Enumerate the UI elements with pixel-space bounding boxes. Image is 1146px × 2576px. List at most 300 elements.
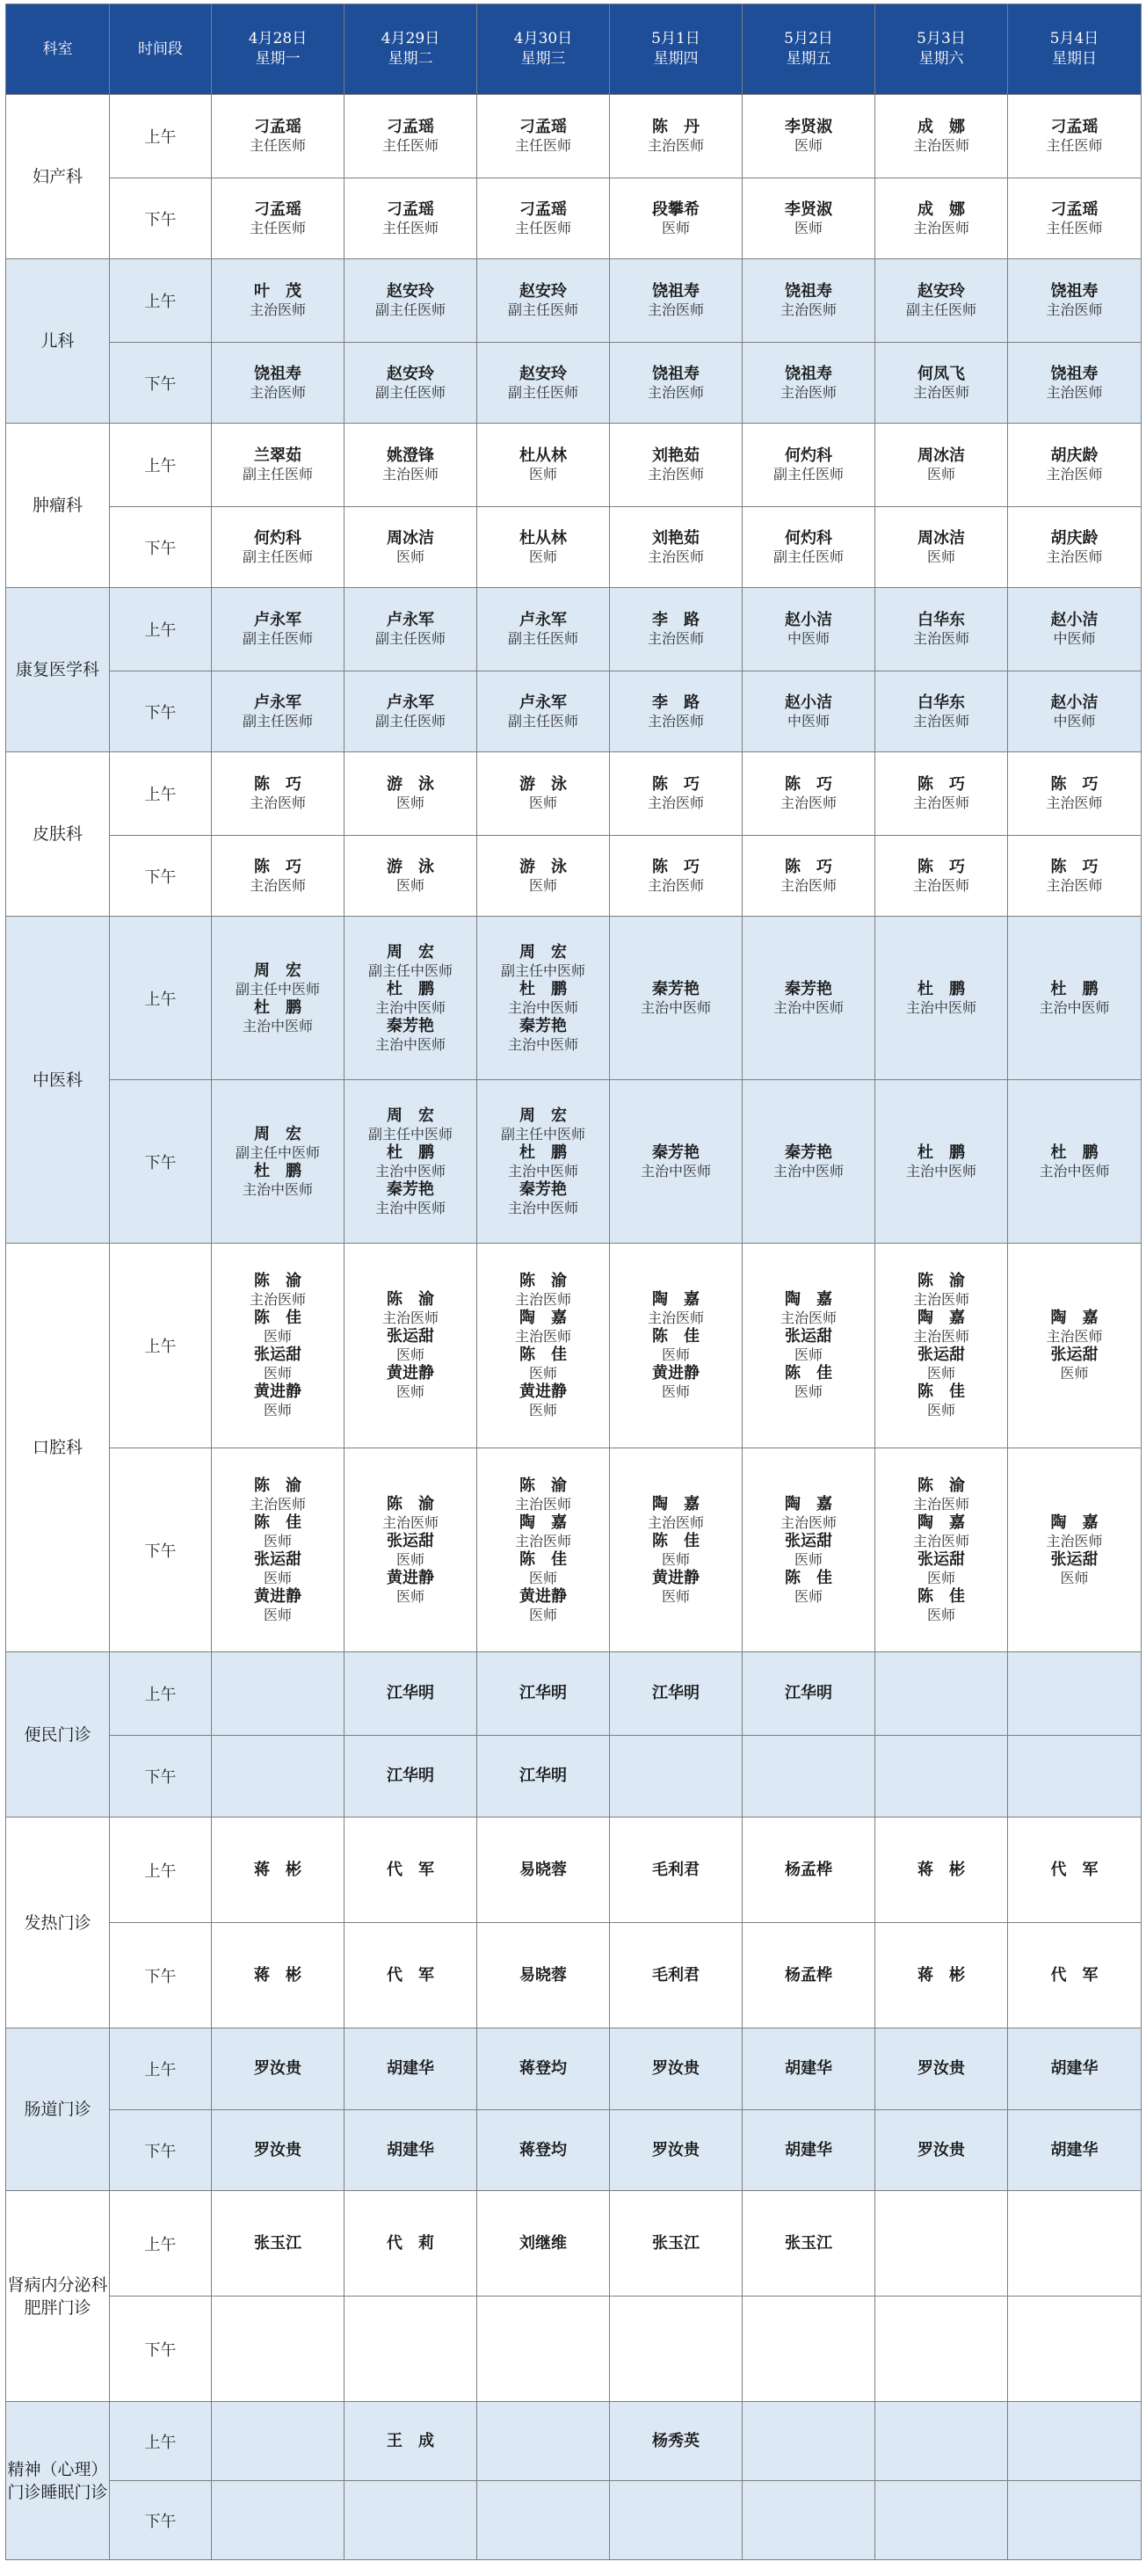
doctor-title: 医师 [395, 1550, 424, 1568]
doctor-title: 主治中医师 [507, 1035, 578, 1053]
doctor-title: 医师 [926, 1365, 955, 1382]
doctor-name: 江华明 [519, 1684, 567, 1702]
schedule-cell [1008, 259, 1142, 343]
schedule-cell [610, 917, 743, 1080]
schedule-cell [477, 424, 610, 507]
doctor-name: 周 宏 [519, 942, 567, 961]
doctor-entry [477, 529, 609, 566]
doctor-title: 主治医师 [647, 137, 704, 154]
doctor-title: 主治中医师 [905, 998, 976, 1016]
doctor-title: 医师 [263, 1328, 292, 1345]
department-group [6, 2028, 1142, 2191]
doctor-title: 主任医师 [514, 137, 571, 154]
schedule-cell [345, 2110, 477, 2191]
doctor-name: 胡建华 [785, 2059, 832, 2078]
doctor-title: 医师 [395, 1383, 424, 1400]
doctor-name: 周 宏 [387, 1106, 434, 1125]
doctor-title: 主治医师 [647, 1513, 704, 1531]
doctor-entry [743, 1327, 874, 1364]
doctor-title: 医师 [661, 1383, 690, 1400]
schedule-cell [345, 424, 477, 507]
schedule-cell [477, 671, 610, 752]
day-date: 5月4日 [1049, 30, 1099, 47]
doctor-title: 主治医师 [647, 548, 704, 565]
schedule-cell [743, 343, 875, 424]
doctor-name: 周 宏 [519, 1106, 567, 1125]
schedule-table [5, 4, 1142, 2560]
period-label: 下午 [110, 671, 212, 752]
doctor-entry [477, 611, 609, 648]
doctor-name: 秦芳艳 [387, 1016, 434, 1035]
doctor-title: 主治医师 [249, 301, 306, 318]
doctor-entry [1008, 365, 1141, 402]
day-date: 4月29日 [381, 30, 440, 47]
doctor-title: 医师 [794, 219, 823, 236]
doctor-name: 李贤淑 [785, 200, 832, 219]
header-dept-label: 科室 [42, 40, 73, 58]
schedule-cell [743, 1736, 875, 1818]
doctor-title: 主治医师 [647, 876, 704, 894]
doctor-entry [212, 961, 344, 998]
doctor-title: 副主任中医师 [367, 1125, 453, 1143]
table-row [6, 2481, 1142, 2560]
doctor-entry [743, 1861, 874, 1880]
doctor-entry [1008, 446, 1141, 483]
doctor-title: 医师 [395, 1587, 424, 1605]
doctor-entry [1008, 1309, 1141, 1346]
table-row [6, 1736, 1142, 1818]
doctor-name: 卢永军 [387, 693, 434, 712]
doctor-entry [345, 858, 476, 895]
doctor-entry [610, 775, 742, 812]
doctor-title: 主治医师 [647, 466, 704, 483]
doctor-title: 主治医师 [912, 1495, 969, 1513]
schedule-cell [477, 588, 610, 671]
doctor-name: 游 泳 [519, 857, 567, 876]
schedule-cell [875, 2028, 1008, 2110]
schedule-cell [875, 259, 1008, 343]
schedule-cell [610, 1652, 743, 1736]
doctor-name: 张运甜 [1050, 1346, 1099, 1364]
header-day [610, 4, 743, 95]
doctor-title: 医师 [794, 1346, 823, 1363]
period-label: 上午 [110, 259, 212, 343]
doctor-name: 杜 鹏 [519, 979, 567, 998]
doctor-title: 主治医师 [647, 630, 704, 647]
doctor-title: 医师 [661, 1346, 690, 1363]
doctor-name: 江华明 [652, 1684, 700, 1702]
doctor-name: 黄进静 [652, 1364, 700, 1382]
doctor-entry [345, 1364, 476, 1401]
doctor-title: 主治医师 [514, 1291, 571, 1308]
schedule-cell [345, 917, 477, 1080]
schedule-cell [1008, 178, 1142, 259]
doctor-entry [212, 365, 344, 402]
doctor-name: 杜 鹏 [1050, 979, 1099, 998]
doctor-title: 主治医师 [912, 1291, 969, 1308]
doctor-title: 副主任医师 [242, 466, 313, 483]
period-label: 上午 [110, 1244, 212, 1448]
doctor-title: 主治医师 [780, 1310, 837, 1326]
schedule-cell [477, 1736, 610, 1818]
department-group [6, 95, 1142, 259]
doctor-entry [875, 611, 1007, 648]
table-row [6, 917, 1142, 1080]
doctor-name: 陈 佳 [785, 1364, 832, 1382]
doctor-entry [477, 1966, 609, 1985]
doctor-entry [477, 118, 609, 155]
schedule-cell [1008, 1652, 1142, 1736]
department-group [6, 752, 1142, 917]
schedule-cell [477, 2297, 610, 2402]
doctor-name: 秦芳艳 [785, 1143, 832, 1162]
schedule-cell [743, 1448, 875, 1652]
schedule-cell [610, 1244, 743, 1448]
doctor-entry [477, 1477, 609, 1513]
doctor-entry [610, 1569, 742, 1606]
doctor-name: 陈 丹 [652, 118, 700, 136]
doctor-title: 医师 [926, 1606, 955, 1623]
doctor-title: 副主任中医师 [500, 961, 585, 979]
doctor-title: 中医师 [787, 712, 830, 729]
doctor-entry [1008, 611, 1141, 648]
doctor-name: 张运甜 [785, 1327, 832, 1346]
table-row [6, 1244, 1142, 1448]
doctor-entry [477, 980, 609, 1017]
doctor-name: 蒋登均 [519, 2140, 567, 2159]
doctor-entry [212, 1309, 344, 1346]
doctor-entry [477, 282, 609, 319]
period-label: 上午 [110, 1818, 212, 1923]
doctor-title: 主治医师 [780, 876, 837, 894]
doctor-entry [212, 1861, 344, 1880]
doctor-name: 周冰洁 [918, 528, 965, 548]
doctor-name: 陈 佳 [785, 1568, 832, 1587]
schedule-cell [1008, 2110, 1142, 2191]
doctor-entry [212, 2141, 344, 2160]
table-row [6, 1818, 1142, 1923]
schedule-cell [610, 507, 743, 588]
doctor-name: 罗汝贵 [652, 2140, 700, 2159]
doctor-name: 江华明 [387, 1684, 434, 1702]
period-label: 上午 [110, 917, 212, 1080]
doctor-entry [610, 1966, 742, 1985]
doctor-entry [1008, 980, 1141, 1017]
doctor-entry [477, 446, 609, 483]
doctor-title: 副主任中医师 [367, 961, 453, 979]
schedule-cell [477, 178, 610, 259]
table-row [6, 2402, 1142, 2481]
department-name: 发热门诊 [6, 1818, 110, 2028]
header-day [875, 4, 1008, 95]
schedule-cell [1008, 1244, 1142, 1448]
doctor-name: 饶祖寿 [652, 282, 700, 301]
doctor-entry [743, 611, 874, 648]
doctor-entry [477, 1309, 609, 1346]
doctor-name: 秦芳艳 [652, 979, 700, 998]
doctor-entry [610, 1532, 742, 1569]
period-label: 上午 [110, 2028, 212, 2110]
doctor-title: 主治医师 [381, 466, 439, 483]
schedule-cell [1008, 836, 1142, 917]
doctor-title: 医师 [395, 876, 424, 894]
doctor-entry [610, 980, 742, 1017]
doctor-entry [875, 446, 1007, 483]
doctor-entry [345, 1861, 476, 1880]
doctor-entry [345, 2141, 476, 2160]
doctor-title: 医师 [528, 795, 557, 811]
doctor-name: 陶 嘉 [918, 1513, 965, 1532]
doctor-title: 主治中医师 [1039, 998, 1110, 1016]
department-group [6, 588, 1142, 752]
doctor-name: 饶祖寿 [1050, 282, 1099, 301]
schedule-cell [875, 2481, 1008, 2560]
doctor-title: 医师 [395, 548, 424, 565]
doctor-name: 何灼科 [785, 446, 832, 465]
schedule-cell [1008, 343, 1142, 424]
schedule-cell [610, 836, 743, 917]
doctor-entry [875, 200, 1007, 237]
department-group [6, 2402, 1142, 2560]
department-group [6, 917, 1142, 1244]
doctor-title: 主任医师 [249, 137, 306, 154]
doctor-entry [1008, 775, 1141, 812]
doctor-title: 医师 [263, 1569, 292, 1586]
doctor-entry [1008, 118, 1141, 155]
doctor-entry [212, 1587, 344, 1624]
doctor-entry [875, 1861, 1007, 1880]
doctor-entry [345, 1684, 476, 1703]
schedule-cell [743, 2028, 875, 2110]
doctor-entry [875, 2059, 1007, 2079]
doctor-entry [345, 611, 476, 648]
doctor-entry [610, 1495, 742, 1532]
doctor-name: 何凤飞 [918, 364, 965, 383]
doctor-title: 主治医师 [912, 795, 969, 811]
doctor-title: 主治医师 [1046, 301, 1103, 318]
doctor-name: 刁孟瑶 [519, 200, 567, 219]
doctor-entry [477, 1107, 609, 1143]
doctor-name: 陈 佳 [254, 1309, 301, 1327]
schedule-cell [743, 1080, 875, 1244]
doctor-name: 代 军 [387, 1860, 434, 1879]
doctor-name: 饶祖寿 [1050, 364, 1099, 383]
doctor-name: 王 成 [387, 2431, 434, 2450]
doctor-name: 陈 渝 [519, 1272, 567, 1290]
schedule-cell [477, 1818, 610, 1923]
doctor-name: 陈 佳 [519, 1346, 567, 1364]
department-name: 肿瘤科 [6, 424, 110, 588]
doctor-name: 代 莉 [387, 2233, 434, 2253]
schedule-cell [1008, 2297, 1142, 2402]
doctor-title: 医师 [794, 1587, 823, 1605]
schedule-cell [743, 178, 875, 259]
schedule-cell [610, 1923, 743, 2028]
table-row [6, 671, 1142, 752]
doctor-title: 副主任医师 [507, 383, 578, 401]
schedule-cell [1008, 2402, 1142, 2481]
schedule-cell [875, 917, 1008, 1080]
doctor-name: 陈 渝 [519, 1476, 567, 1495]
doctor-entry [743, 446, 874, 483]
doctor-name: 陈 佳 [652, 1531, 700, 1550]
table-row [6, 343, 1142, 424]
period-label: 下午 [110, 178, 212, 259]
doctor-name: 杜 鹏 [254, 998, 301, 1017]
schedule-cell [212, 259, 345, 343]
schedule-cell [875, 1244, 1008, 1448]
doctor-entry [212, 1346, 344, 1382]
schedule-cell [212, 507, 345, 588]
doctor-entry [1008, 529, 1141, 566]
doctor-name: 陈 佳 [652, 1327, 700, 1346]
doctor-name: 张运甜 [254, 1346, 301, 1364]
schedule-cell [875, 588, 1008, 671]
doctor-name: 兰翠茹 [254, 446, 301, 465]
doctor-title: 主治医师 [1046, 1328, 1103, 1345]
doctor-name: 蒋登均 [519, 2059, 567, 2078]
doctor-name: 周 宏 [254, 961, 301, 980]
doctor-entry [345, 529, 476, 566]
doctor-entry [875, 1550, 1007, 1587]
schedule-cell [743, 1818, 875, 1923]
doctor-name: 张运甜 [387, 1531, 434, 1550]
doctor-name: 杜 鹏 [387, 1143, 434, 1162]
doctor-entry [212, 611, 344, 648]
doctor-title: 主治医师 [249, 383, 306, 401]
schedule-cell [212, 836, 345, 917]
schedule-cell [1008, 95, 1142, 178]
doctor-entry [743, 529, 874, 566]
schedule-cell [743, 1923, 875, 2028]
schedule-cell [212, 1244, 345, 1448]
doctor-title: 主治医师 [912, 630, 969, 647]
table-row [6, 1652, 1142, 1736]
doctor-title: 主治医师 [381, 1310, 439, 1326]
doctor-entry [1008, 1550, 1141, 1587]
doctor-title: 主治医师 [780, 795, 837, 811]
doctor-name: 蒋 彬 [254, 1965, 301, 1985]
schedule-cell [212, 2402, 345, 2481]
doctor-entry [743, 693, 874, 730]
schedule-cell [610, 178, 743, 259]
department-name: 康复医学科 [6, 588, 110, 752]
schedule-cell [212, 424, 345, 507]
schedule-cell [345, 752, 477, 836]
doctor-entry [743, 1569, 874, 1606]
doctor-title: 主治中医师 [507, 1162, 578, 1179]
doctor-entry [875, 2141, 1007, 2160]
doctor-title: 主治医师 [647, 301, 704, 318]
doctor-title: 主治医师 [1046, 466, 1103, 483]
doctor-name: 陶 嘉 [785, 1494, 832, 1513]
doctor-title: 主治医师 [647, 795, 704, 811]
doctor-name: 杜从林 [519, 446, 567, 465]
doctor-title: 副主任医师 [507, 301, 578, 318]
doctor-name: 刁孟瑶 [254, 200, 301, 219]
doctor-title: 主治医师 [514, 1328, 571, 1345]
doctor-entry [345, 200, 476, 237]
doctor-title: 副主任医师 [242, 548, 313, 565]
doctor-title: 医师 [395, 795, 424, 811]
doctor-title: 医师 [661, 1587, 690, 1605]
doctor-name: 陶 嘉 [1050, 1309, 1099, 1327]
doctor-entry [610, 365, 742, 402]
doctor-entry [743, 1532, 874, 1569]
doctor-name: 陶 嘉 [785, 1290, 832, 1309]
doctor-name: 张玉江 [652, 2233, 700, 2253]
schedule-cell [610, 95, 743, 178]
doctor-entry [1008, 1513, 1141, 1550]
doctor-name: 陈 渝 [387, 1494, 434, 1513]
doctor-title: 主治医师 [912, 1328, 969, 1345]
doctor-entry [610, 118, 742, 155]
schedule-cell [345, 343, 477, 424]
schedule-cell [477, 343, 610, 424]
doctor-entry [875, 529, 1007, 566]
schedule-cell [875, 671, 1008, 752]
header-period [110, 4, 212, 95]
schedule-cell [875, 2297, 1008, 2402]
doctor-name: 杨秀英 [652, 2431, 700, 2450]
schedule-cell [743, 836, 875, 917]
doctor-name: 李 路 [652, 611, 700, 629]
doctor-name: 陶 嘉 [652, 1494, 700, 1513]
doctor-name: 胡建华 [785, 2140, 832, 2159]
doctor-title: 主治医师 [514, 1495, 571, 1513]
doctor-entry [477, 2059, 609, 2079]
doctor-name: 陶 嘉 [652, 1290, 700, 1309]
doctor-name: 秦芳艳 [387, 1179, 434, 1199]
doctor-title: 医师 [1060, 1365, 1089, 1382]
doctor-name: 游 泳 [387, 857, 434, 876]
doctor-name: 江华明 [785, 1684, 832, 1702]
doctor-title: 主治中医师 [374, 1199, 446, 1216]
doctor-entry [743, 200, 874, 237]
period-label: 下午 [110, 1080, 212, 1244]
doctor-entry [610, 2059, 742, 2079]
schedule-cell [212, 1923, 345, 2028]
doctor-name: 陈 巧 [254, 857, 301, 876]
doctor-title: 医师 [926, 1402, 955, 1419]
day-date: 4月28日 [248, 30, 308, 47]
period-label: 下午 [110, 1448, 212, 1652]
schedule-cell [743, 424, 875, 507]
doctor-entry [743, 858, 874, 895]
doctor-name: 周 宏 [387, 942, 434, 961]
schedule-cell [345, 95, 477, 178]
doctor-name: 何灼科 [785, 528, 832, 548]
schedule-cell [1008, 2028, 1142, 2110]
doctor-title: 主治中医师 [772, 1162, 844, 1179]
department-group [6, 2191, 1142, 2402]
doctor-name: 陈 巧 [785, 775, 832, 794]
doctor-entry [1008, 1966, 1141, 1985]
schedule-cell [743, 2110, 875, 2191]
doctor-entry [875, 1272, 1007, 1309]
doctor-name: 毛利君 [652, 1965, 700, 1985]
doctor-title: 主治医师 [1046, 1532, 1103, 1549]
doctor-entry [212, 1477, 344, 1513]
doctor-title: 医师 [395, 1346, 424, 1363]
doctor-title: 主治医师 [249, 876, 306, 894]
department-name: 儿科 [6, 259, 110, 424]
schedule-cell [610, 259, 743, 343]
doctor-entry [1008, 693, 1141, 730]
day-week: 星期三 [520, 50, 566, 68]
doctor-name: 江华明 [519, 1767, 567, 1785]
doctor-title: 中医师 [1053, 712, 1096, 729]
